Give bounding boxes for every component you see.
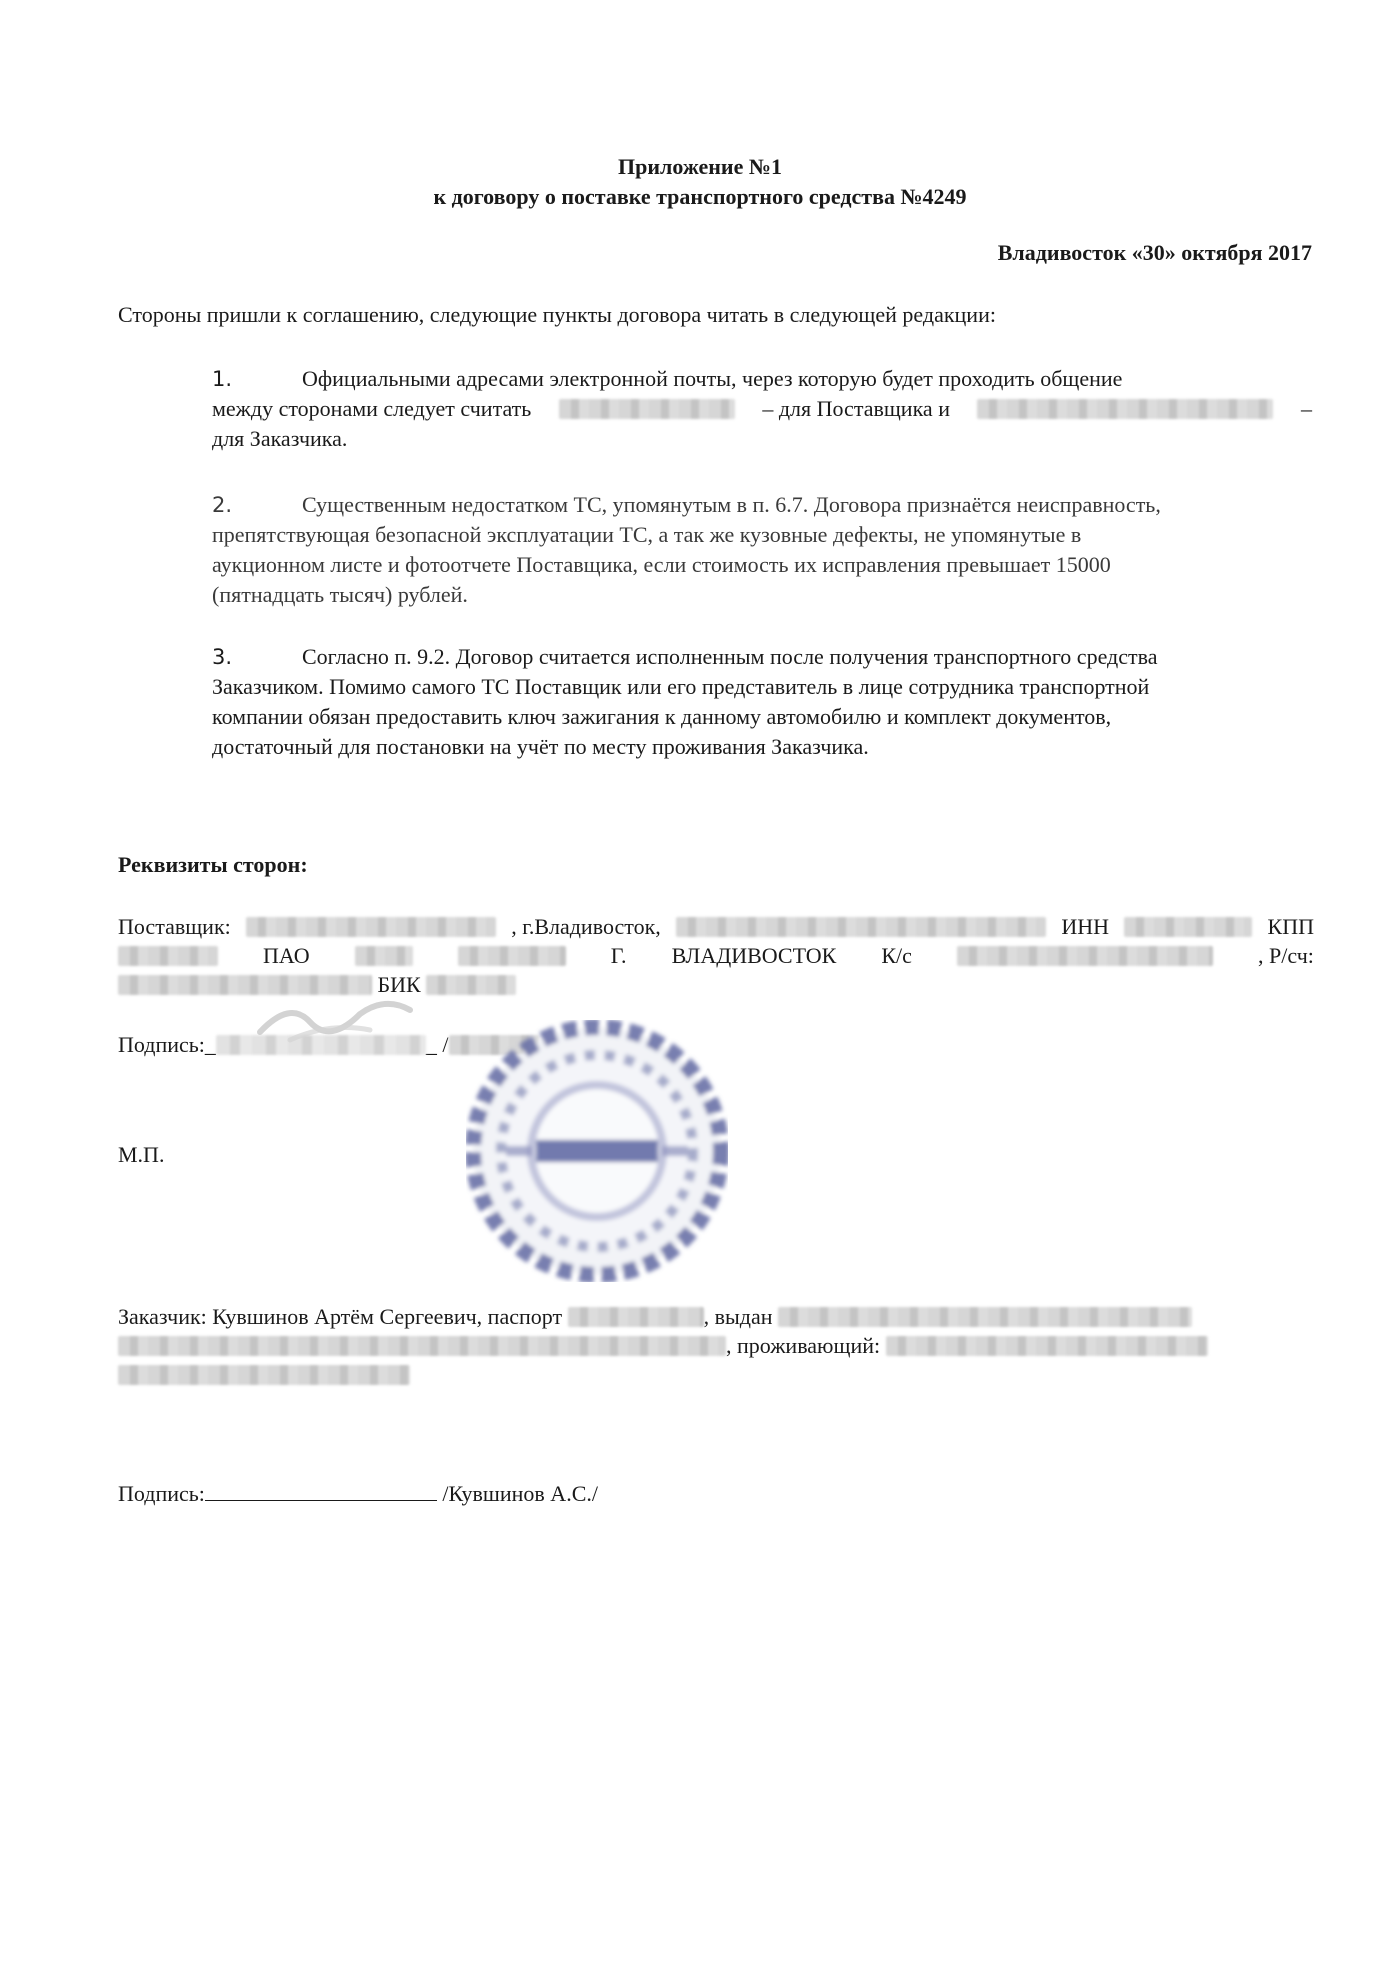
redacted-supplier-address xyxy=(676,917,1046,937)
supplier-block xyxy=(118,912,1314,999)
supplier-inn-label: ИНН xyxy=(1061,914,1109,939)
customer-signature-blank xyxy=(205,1480,437,1501)
redacted-inn xyxy=(1124,917,1252,937)
clause-2-line1: Существенным недостатком ТС, упомянутым в п. 6.7. Договора признаётся неисправность, xyxy=(302,492,1161,517)
clause-3-line2: Заказчиком. Помимо самого ТС Поставщик или его представитель в лице сотрудника транспортной xyxy=(212,674,1150,699)
requisites-heading: Реквизиты сторон: xyxy=(118,852,308,877)
clause-1-line3: для Заказчика. xyxy=(212,426,348,451)
clause-1-line2a: между сторонами следует считать xyxy=(212,396,532,421)
redacted-supplier-name xyxy=(246,917,496,937)
redacted-bik xyxy=(426,975,516,995)
customer-label: Заказчик: Кувшинов Артём Сергеевич, паспорт xyxy=(118,1304,563,1329)
clause-3 xyxy=(212,642,1312,762)
supplier-kpp-label: КПП xyxy=(1267,914,1314,939)
supplier-bik-label: БИК xyxy=(377,972,421,997)
supplier-signature-tail: _ / xyxy=(425,1032,449,1057)
document-title: Приложение №1 xyxy=(618,154,782,179)
redacted-passport xyxy=(568,1307,704,1327)
redacted-bank-2 xyxy=(458,946,566,966)
clause-2-number: 2. xyxy=(212,493,233,517)
document-subtitle: к договору о поставке транспортного средства №4249 xyxy=(433,184,967,209)
supplier-vladivostok: ВЛАДИВОСТОК xyxy=(671,943,837,968)
supplier-label: Поставщик: xyxy=(118,914,231,939)
clause-3-number: 3. xyxy=(212,645,233,669)
redacted-issued-by xyxy=(778,1307,1192,1327)
clause-3-line3: компании обязан предоставить ключ зажигания к данному автомобилю и комплект документов, xyxy=(212,704,1112,729)
supplier-ks-label: К/с xyxy=(881,943,912,968)
redacted-address-cont xyxy=(118,1365,410,1385)
redacted-customer-email xyxy=(977,399,1273,419)
place-and-date: Владивосток «30» октября 2017 xyxy=(997,240,1312,265)
customer-signature-line xyxy=(118,1480,598,1507)
clause-3-line1: Согласно п. 9.2. Договор считается исполненным после получения транспортного средства xyxy=(302,644,1158,669)
redacted-issued-by-cont xyxy=(118,1336,726,1356)
signature-scribble-icon xyxy=(250,992,430,1044)
clause-2 xyxy=(212,490,1312,610)
clause-2-line3: аукционном листе и фотоотчете Поставщика, если стоимость их исправления превышает 15000 xyxy=(212,552,1111,577)
redacted-address xyxy=(886,1336,1208,1356)
customer-issued-label: , выдан xyxy=(703,1304,773,1329)
redacted-bank-1 xyxy=(355,946,413,966)
clause-3-line4: достаточный для постановки на учёт по месту проживания Заказчика. xyxy=(212,734,869,759)
clause-2-line2: препятствующая безопасной эксплуатации ТС, а так же кузовные дефекты, не упомянутые в xyxy=(212,522,1082,547)
clause-1-number: 1. xyxy=(212,367,233,391)
intro-text: Стороны пришли к соглашению, следующие пункты договора читать в следующей редакции: xyxy=(118,302,996,327)
supplier-signature-label: Подпись:_ xyxy=(118,1032,216,1057)
customer-signature-name: /Кувшинов А.С./ xyxy=(442,1481,598,1506)
seal-stamp-icon xyxy=(466,1020,728,1282)
supplier-rs-label: , Р/сч: xyxy=(1258,943,1314,968)
clause-2-line4: (пятнадцать тысяч) рублей. xyxy=(212,582,468,607)
supplier-pao: ПАО xyxy=(263,943,310,968)
clause-1-line2c: – xyxy=(1301,396,1312,421)
redacted-supplier-email xyxy=(559,399,735,419)
clause-1 xyxy=(212,364,1312,454)
clause-1-line2b: – для Поставщика и xyxy=(762,396,950,421)
supplier-g: Г. xyxy=(610,943,627,968)
customer-signature-label: Подпись: xyxy=(118,1481,205,1506)
stamp-place-label: М.П. xyxy=(118,1142,165,1167)
customer-residing-label: , проживающий: xyxy=(726,1333,881,1358)
supplier-city: , г.Владивосток, xyxy=(511,914,661,939)
customer-block xyxy=(118,1302,1278,1389)
redacted-kpp xyxy=(118,946,218,966)
redacted-ks xyxy=(957,946,1213,966)
clause-1-line1: Официальными адресами электронной почты, через которую будет проходить общение xyxy=(302,366,1123,391)
